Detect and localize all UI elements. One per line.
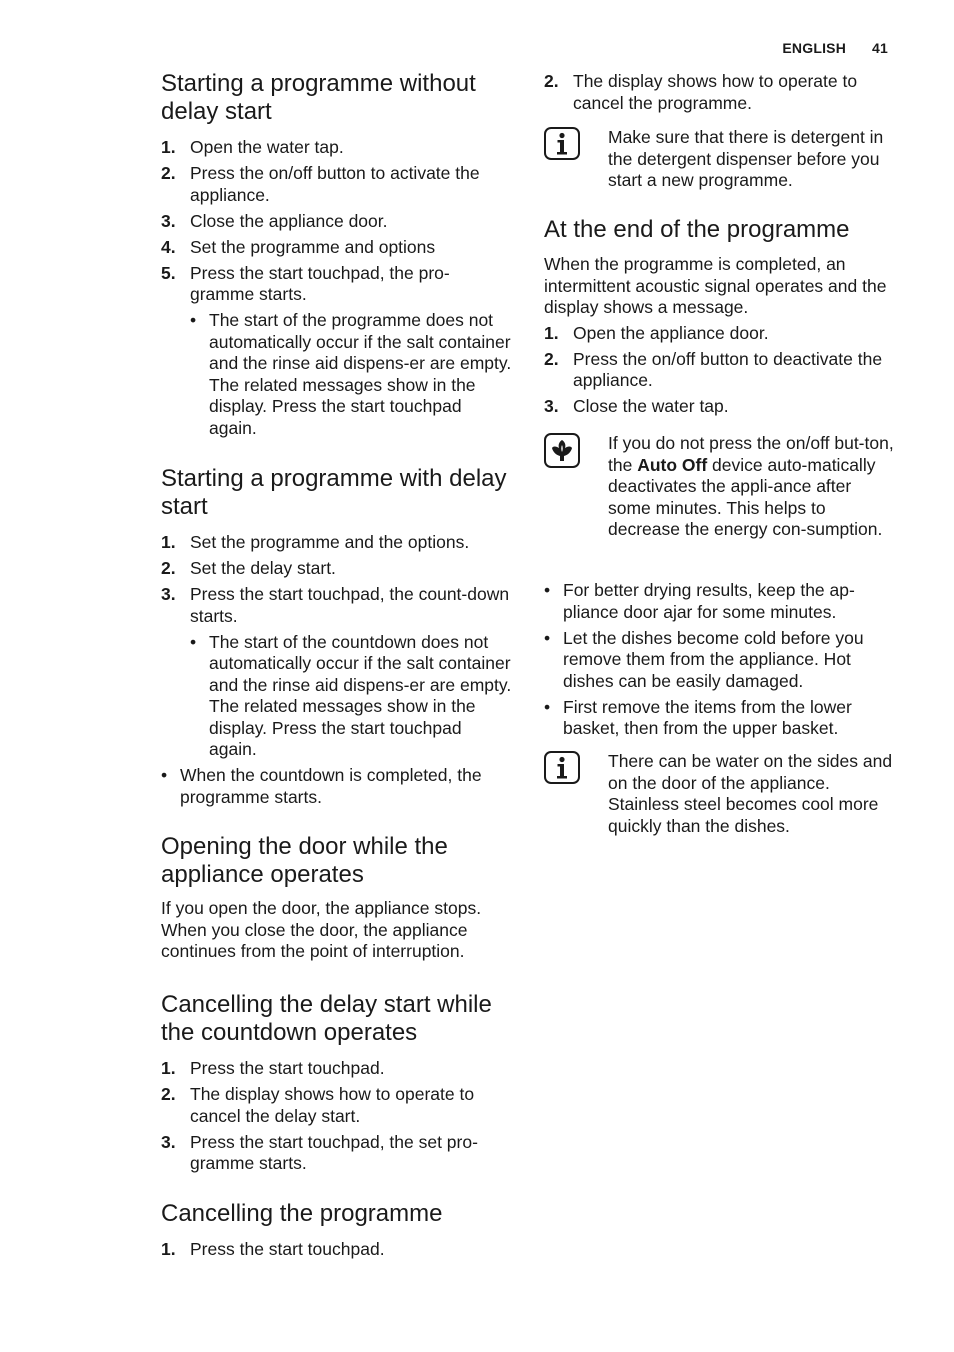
section-cancel-delay [161, 991, 513, 1179]
note-text: If you do not press the on/off but-ton, the Auto Off device auto-matically deactivates the appli-ance after some minutes. This helps to decrease the energy con-sumption. [608, 433, 894, 539]
page-number: 41 [872, 40, 888, 56]
info-note [544, 127, 894, 192]
section-title: Cancelling the programme [161, 1200, 443, 1227]
list-item: 2. The display shows how to operate to cancel the delay start. [161, 1084, 475, 1126]
note-text: Make sure that there is detergent in the detergent dispenser before you start a new programme. [608, 127, 884, 190]
section-cancel-programme [161, 1200, 513, 1265]
bullet-item: • For better drying results, keep the ap-pliance door ajar for some minutes. [544, 580, 894, 623]
paragraph: If you open the door, the appliance stops. When you close the door, the appliance continues from the point of interruption. [161, 898, 482, 961]
list-item: 1. Press the start touchpad. [161, 1058, 385, 1078]
list-item: 2. Press the on/off button to activate the appliance. [161, 163, 480, 205]
bullet-list [544, 580, 894, 740]
steps-list [161, 1239, 513, 1261]
language-label: ENGLISH [782, 40, 847, 56]
steps-list [161, 532, 513, 627]
steps-list [544, 71, 894, 114]
list-item: 1. Set the programme and the options. [161, 532, 470, 552]
sub-bullet-list [190, 310, 513, 439]
steps-list [544, 323, 894, 418]
list-item: 3. Close the appliance door. [161, 210, 388, 231]
list-item: 3. Close the water tap. [544, 396, 729, 416]
steps-list [161, 137, 513, 306]
list-item: 3. Press the start touchpad, the count-down starts. [161, 584, 510, 626]
bullet-item: • The start of the countdown does not automatically occur if the salt container and the rinse aid dispens-er are empty. The related messages show in the display. Press the start touchpad again. [190, 632, 513, 761]
bullet-list [161, 765, 513, 808]
section-start-with-delay [161, 465, 513, 813]
list-item: 5. Press the start touchpad, the pro-gramme starts. [161, 262, 450, 304]
paragraph: When the programme is completed, an intermittent acoustic signal operates and the display shows a message. [544, 254, 887, 317]
info-note [544, 751, 894, 837]
list-item: 3. Press the start touchpad, the set pro-gramme starts. [161, 1131, 478, 1173]
section-end-of-programme [544, 216, 894, 422]
bullet-item: • Let the dishes become cold before you remove them from the appliance. Hot dishes can be easily damaged. [544, 628, 894, 693]
list-item: 4. Set the programme and options [161, 236, 436, 257]
bullet-item: • When the countdown is completed, the programme starts. [161, 765, 513, 808]
section-title: Starting a programme with delay start [161, 465, 507, 520]
section-title: At the end of the programme [544, 216, 850, 243]
section-opening-door [161, 833, 513, 963]
tips-section [544, 580, 894, 744]
section-title: Opening the door while the appliance operates [161, 833, 448, 888]
info-icon [544, 751, 580, 783]
page-header [782, 40, 888, 56]
list-item: 1. Press the start touchpad. [161, 1239, 385, 1259]
section-title: Starting a programme without delay start [161, 70, 476, 125]
bullet-item: • First remove the items from the lower basket, then from the upper basket. [544, 697, 894, 740]
environment-note [544, 433, 894, 541]
list-item: 1. Open the appliance door. [544, 322, 769, 343]
list-item: 1. Open the water tap. [161, 137, 344, 157]
section-title: Cancelling the delay start while the countdown operates [161, 991, 492, 1046]
bullet-item: • The start of the programme does not automatically occur if the salt container and the rinse aid dispens-er are empty. The related messages show in the display. Press the start touchpad again. [190, 310, 513, 439]
steps-list [161, 1058, 513, 1175]
sub-bullet-list [190, 632, 513, 761]
environment-icon [544, 433, 580, 465]
note-text: There can be water on the sides and on the door of the appliance. Stainless steel becomes cool more quickly than the dishes. [608, 751, 893, 836]
info-icon [544, 127, 580, 159]
list-item: 2. Press the on/off button to deactivate the appliance. [544, 348, 883, 390]
list-item: 2. The display shows how to operate to cancel the programme. [544, 71, 858, 113]
section-start-without-delay [161, 70, 513, 444]
section-cancel-programme-continued [544, 71, 894, 119]
list-item: 2. Set the delay start. [161, 558, 336, 578]
auto-off-label: Auto Off [637, 454, 708, 475]
